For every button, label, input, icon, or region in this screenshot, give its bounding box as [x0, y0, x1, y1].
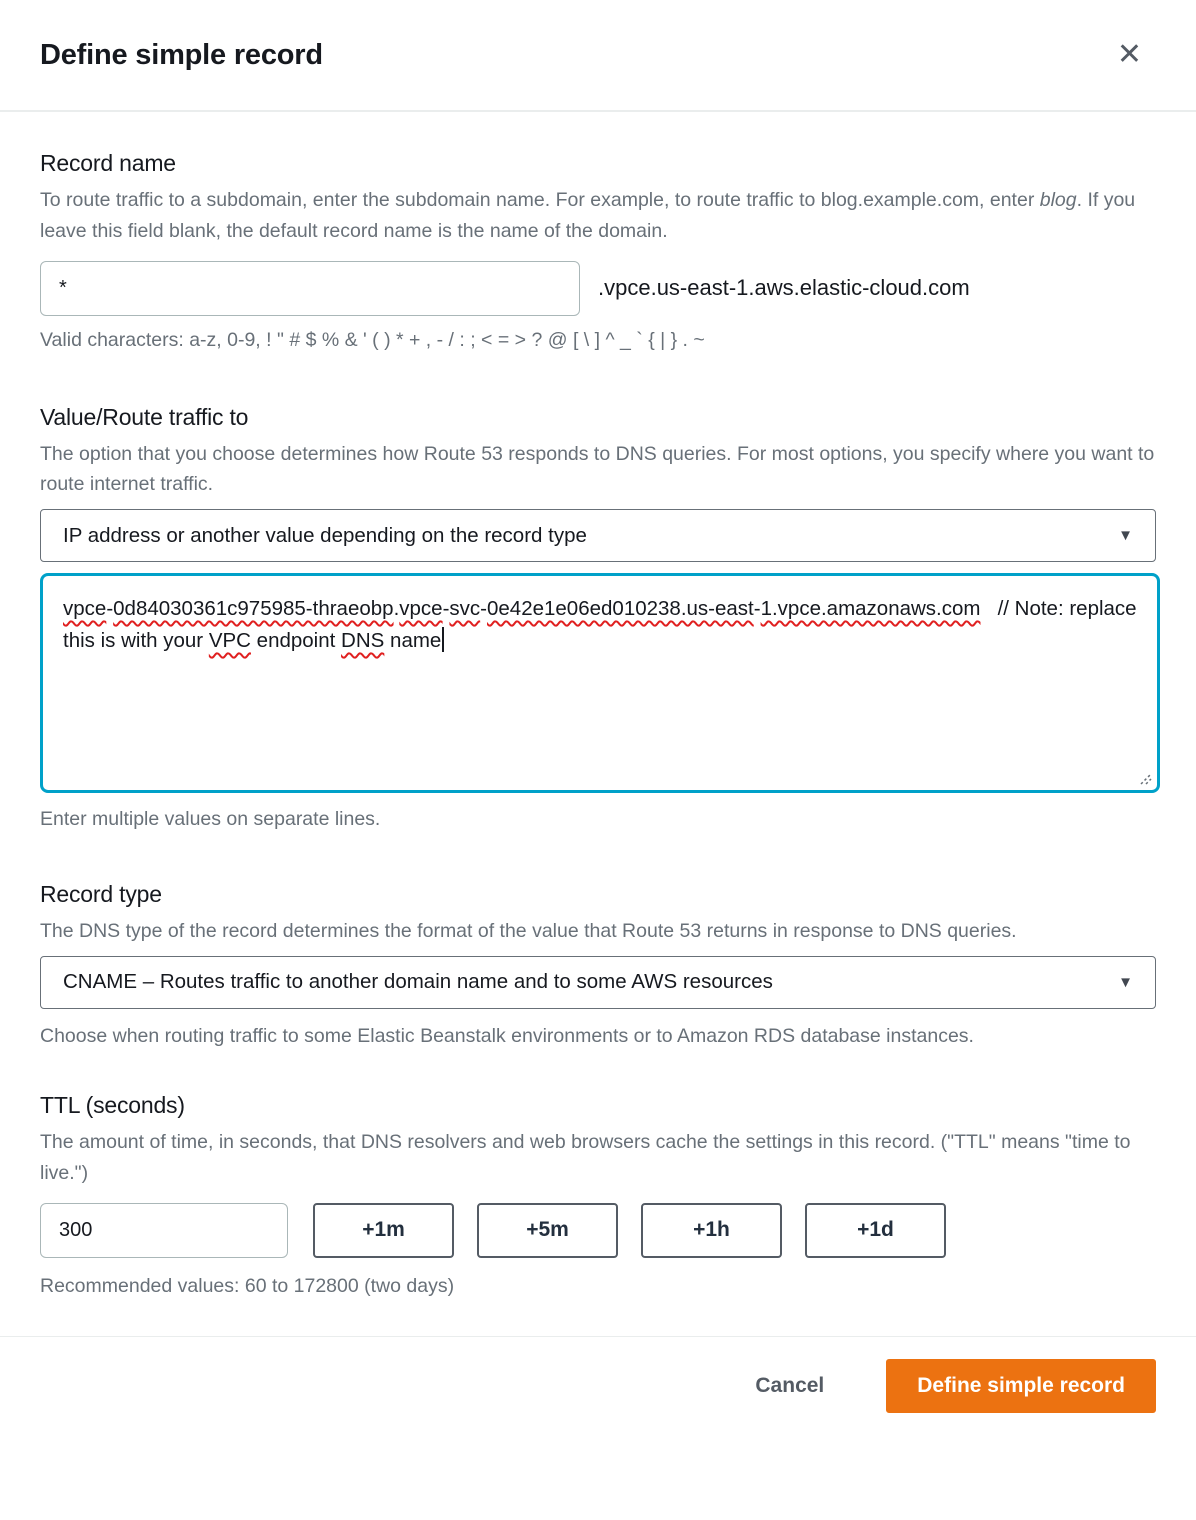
ttl-label: TTL (seconds): [40, 1091, 185, 1118]
modal-title: Define simple record: [40, 38, 323, 71]
close-icon: ✕: [1116, 38, 1142, 71]
record-name-description: To route traffic to a subdomain, enter the subdomain name. For example, to route traffic to blog.example.com, enter blog. If you leave this field blank, the default record name is the name of the domain.: [40, 189, 1136, 242]
multiple-values-hint: Enter multiple values on separate lines.: [40, 808, 381, 831]
ttl-add-1m-button[interactable]: +1m: [313, 1203, 454, 1258]
chevron-down-icon: ▼: [1118, 973, 1133, 991]
close-button[interactable]: [1113, 36, 1146, 74]
modal-footer: [0, 1337, 1196, 1413]
record-type-hint: Choose when routing traffic to some Elastic Beanstalk environments or to Amazon RDS database instances.: [40, 1024, 974, 1047]
value-textarea[interactable]: vpce-0d84030361c975985-thraeobp.vpce-svc-0e42e1e06ed010238.us-east-1.vpce.amazonaws.com // Note: replace this is with your VPC endpoint DNS name: [40, 573, 1160, 793]
record-name-section: [40, 150, 1156, 352]
route-traffic-selected-option: IP address or another value depending on the record type: [63, 523, 587, 547]
value-route-label: Value/Route traffic to: [40, 403, 249, 430]
chevron-down-icon: ▼: [1118, 527, 1133, 545]
record-type-section: [40, 881, 1156, 1048]
resize-handle-icon[interactable]: [1137, 770, 1153, 786]
domain-suffix: .vpce.us-east-1.aws.elastic-cloud.com: [598, 275, 970, 301]
record-name-input[interactable]: [40, 261, 580, 316]
define-simple-record-button[interactable]: Define simple record: [886, 1359, 1156, 1413]
record-type-description: The DNS type of the record determines the format of the value that Route 53 returns in response to DNS queries.: [40, 920, 1017, 943]
valid-characters-hint: Valid characters: a-z, 0-9, ! " # $ % & ' ( ) * + , - / : ; < = > ? @ [ \ ] ^ _ ` { | } . ~: [40, 328, 705, 351]
record-type-dropdown[interactable]: [40, 956, 1156, 1009]
value-textarea-wrap: [40, 573, 1160, 793]
value-route-section: [40, 404, 1156, 832]
ttl-input[interactable]: [40, 1203, 288, 1258]
route-traffic-dropdown[interactable]: [40, 509, 1156, 562]
ttl-row: [40, 1203, 1156, 1258]
record-name-label: Record name: [40, 150, 176, 176]
modal-header: [0, 0, 1196, 112]
ttl-add-1d-button[interactable]: +1d: [805, 1203, 946, 1258]
ttl-section: [40, 1092, 1156, 1298]
ttl-add-1h-button[interactable]: +1h: [641, 1203, 782, 1258]
modal-content: [0, 150, 1196, 1298]
ttl-recommended-hint: Recommended values: 60 to 172800 (two days): [40, 1274, 455, 1297]
cancel-button[interactable]: Cancel: [755, 1373, 825, 1397]
ttl-add-5m-button[interactable]: +5m: [477, 1203, 618, 1258]
record-type-selected-option: CNAME – Routes traffic to another domain name and to some AWS resources: [63, 970, 773, 994]
ttl-description: The amount of time, in seconds, that DNS resolvers and web browsers cache the settings in this record. ("TTL" means "time to live."): [40, 1130, 1131, 1184]
record-type-label: Record type: [40, 881, 162, 908]
record-name-row: [40, 261, 1156, 316]
value-route-description: The option that you choose determines how Route 53 responds to DNS queries. For most options, you specify where you want to route internet traffic.: [40, 442, 1155, 496]
